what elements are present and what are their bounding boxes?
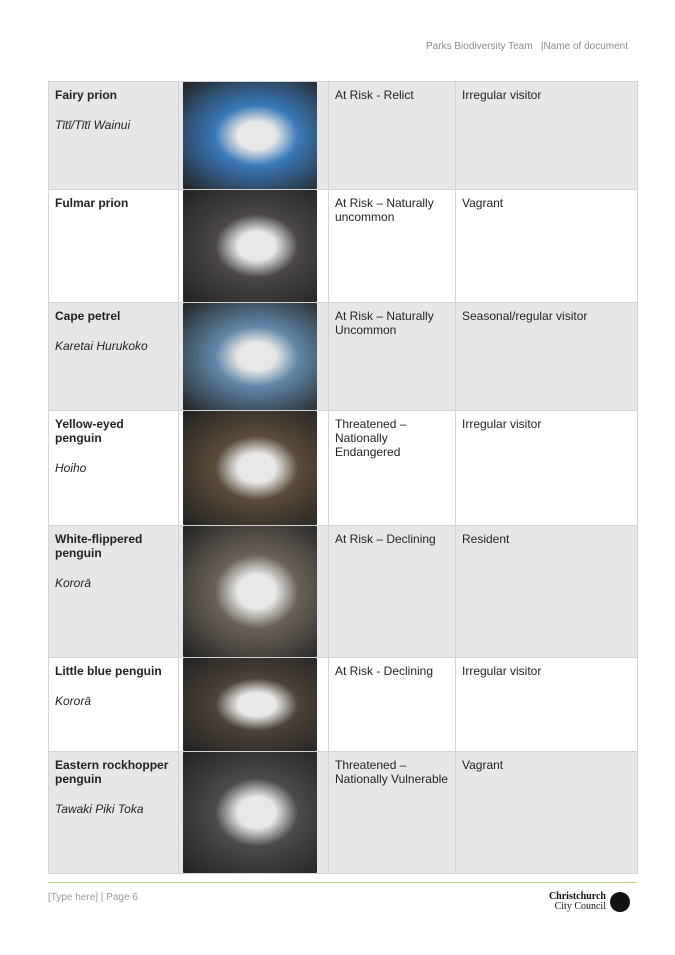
logo-line2: City Council [554,901,606,912]
photo-cell [179,82,329,190]
council-logo [549,892,630,912]
little-blue-penguin-photo [183,658,317,751]
page-header [426,41,628,52]
photo-cell [179,526,329,658]
species-name: Little blue penguin [55,664,162,678]
footer-divider [48,882,637,883]
cape-petrel-photo [183,303,317,410]
fulmar-prion-photo [183,190,317,302]
species-name: Fairy prion [55,88,118,102]
occurrence-cell: Resident [456,526,638,658]
photo-cell [179,411,329,526]
fairy-prion-photo [183,82,317,189]
occurrence-cell: Vagrant [456,190,638,303]
status-cell: At Risk - Declining [329,658,456,752]
table-row [49,526,638,658]
white-flippered-penguin-photo [183,526,317,657]
rockhopper-penguin-photo [183,752,317,873]
table-row [49,752,638,874]
species-cell [49,303,179,411]
table-row [49,82,638,190]
table-row [49,303,638,411]
species-cell [49,526,179,658]
photo-cell [179,752,329,874]
species-cell [49,190,179,303]
species-name: Cape petrel [55,309,121,323]
occurrence-cell: Seasonal/regular visitor [456,303,638,411]
species-cell [49,411,179,526]
status-cell: At Risk – Declining [329,526,456,658]
status-cell: At Risk – Naturally Uncommon [329,303,456,411]
occurrence-cell: Vagrant [456,752,638,874]
species-name: White-flippered penguin [55,532,143,560]
header-doc-name: |Name of document [540,41,628,52]
species-cell [49,658,179,752]
species-cell [49,82,179,190]
footer-text: [Type here] | Page 6 [48,892,138,903]
maori-name: Tītī/Tītī Wainui [55,118,131,132]
species-cell [49,752,179,874]
table-row [49,190,638,303]
photo-cell [179,303,329,411]
maori-name: Tawaki Piki Toka [55,802,144,816]
occurrence-cell: Irregular visitor [456,82,638,190]
species-name: Eastern rockhopper penguin [55,758,169,786]
species-name: Yellow-eyed penguin [55,417,124,445]
species-name: Fulmar prion [55,196,129,210]
maori-name: Karetai Hurukoko [55,339,148,353]
maori-name: Kororā [55,576,92,590]
table-row [49,411,638,526]
logo-line1: Christchurch [548,891,606,902]
species-table [48,81,638,874]
maori-name: Kororā [55,694,92,708]
maori-name: Hoiho [55,461,87,475]
occurrence-cell: Irregular visitor [456,658,638,752]
status-cell: At Risk – Naturally uncommon [329,190,456,303]
header-team: Parks Biodiversity Team [426,41,533,52]
photo-cell [179,190,329,303]
occurrence-cell: Irregular visitor [456,411,638,526]
cathedral-logo-icon [610,892,630,912]
status-cell: Threatened – Nationally Endangered [329,411,456,526]
status-cell: At Risk - Relict [329,82,456,190]
status-cell: Threatened – Nationally Vulnerable [329,752,456,874]
yellow-eyed-penguin-photo [183,411,317,525]
table-row [49,658,638,752]
photo-cell [179,658,329,752]
